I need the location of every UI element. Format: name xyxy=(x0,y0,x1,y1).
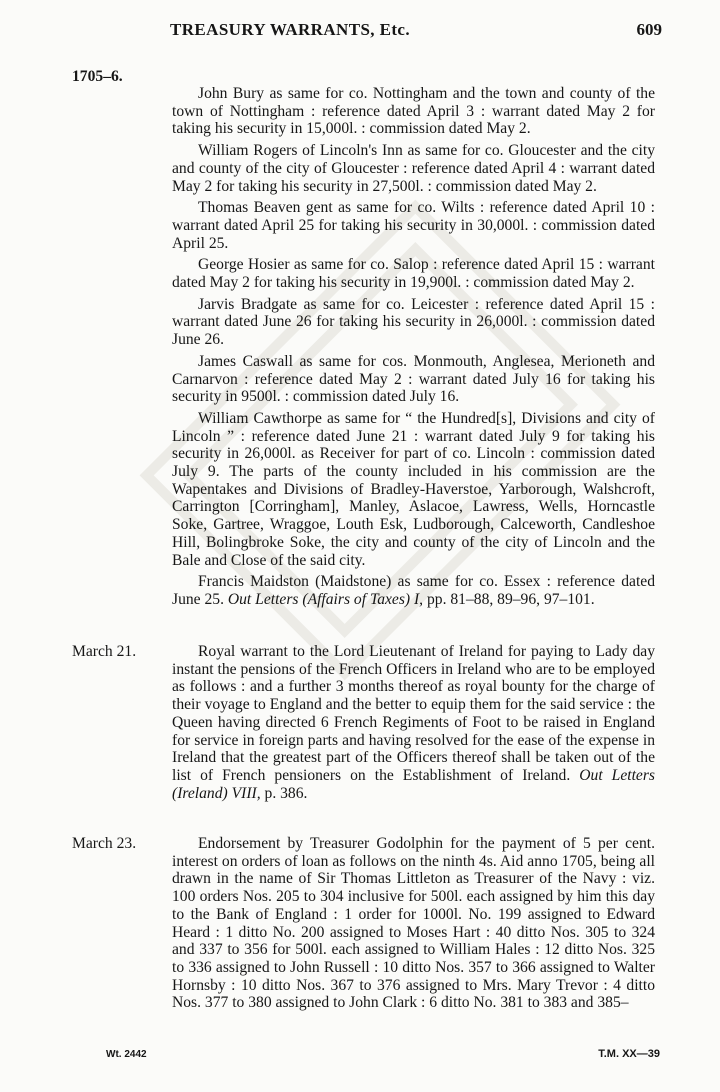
entry-paragraph: John Bury as same for co. Nottingham and the town and county of the town of Nottingham : reference dated April 3 : warrant dated May 2 for taking his security in 15,000l. : commission dated May 2. xyxy=(172,85,655,138)
margin-date-march-21: March 21. xyxy=(72,643,137,660)
entry-paragraph: Endorsement by Treasurer Godolphin for the payment of 5 per cent. interest on orders of loan as follows on the ninth 4s. Aid anno 1705, being all drawn in the name of Sir Thomas Littleton as Treasurer of the Navy : viz. 100 orders Nos. 205 to 304 inclusive for 500l. each assigned by him this day to the Bank of England : 1 order for 1000l. No. 199 assigned to Edward Heard : 1 ditto No. 200 assigned to Moses Hart : 40 ditto Nos. 305 to 324 and 337 to 356 for 500l. each assigned to William Hales : 12 ditto Nos. 325 to 336 assigned to John Russell : 10 ditto Nos. 357 to 366 assigned to Walter Hornsby : 10 ditto Nos. 367 to 376 assigned to Mrs. Mary Trevor : 4 ditto Nos. 377 to 380 assigned to John Clark : 6 ditto No. 381 to 383 and 385– xyxy=(172,835,655,1012)
entry-text: Royal warrant to the Lord Lieutenant of Ireland for paying to Lady day instant the pensions of the French Officers in Ireland who are to be employed as follows : and a further 3 months thereof as royal bounty for the charge of their voyage to England and the better to equip them for the said service : the Queen having directed 6 French Regiments of Foot to be raised in England for service in foreign parts and having resolved for the ease of the expense in Ireland that the greatest part of the Officers thereof shall be taken out of the list of French pensioners on the Establishment of Ireland. xyxy=(172,643,655,784)
page-number: 609 xyxy=(636,20,662,39)
page-header-title: TREASURY WARRANTS, Etc. xyxy=(169,20,411,39)
footer-signature-mark: T.M. XX—39 xyxy=(598,1048,660,1060)
entry-text: Francis Maidston (Maidstone) as same for co. Essex : reference dated June 25. xyxy=(172,573,655,608)
source-reference: Out Letters (Ireland) VIII, xyxy=(172,766,655,802)
section-endorsement-godolphin xyxy=(172,835,655,1016)
entry-paragraph: Jarvis Bradgate as same for co. Leicester : reference dated April 15 : warrant dated June 26 for taking his security in 26,000l. : commission dated June 26. xyxy=(172,295,655,349)
source-reference: Out Letters (Affairs of Taxes) I, xyxy=(227,590,424,608)
entry-paragraph: William Cawthorpe as same for “ the Hundred[s], Divisions and city of Lincoln ” : reference dated June 21 : warrant dated July 9 for taking his security in 26,000l. as Receiver for part of co. Lincoln : commission dated July 9. The parts of the county included in his commission are the Wapentakes and Divisions of Bradley-Haverstoe, Yarborough, Walshcroft, Carrington [Corringham], Manley, Aslacoe, Lawress, Wells, Horncastle Soke, Gartree, Wraggoe, Louth Esk, Ludborough, Calceworth, Candleshoe Hill, Bolingbroke Soke, the city and county of the city of Lincoln and the Bale and Close of the said city. xyxy=(172,409,655,569)
entry-paragraph: George Hosier as same for co. Salop : reference dated April 15 : warrant dated May 2 for taking his security in 19,900l. : commission dated May 2. xyxy=(172,256,655,292)
entry-paragraph: Thomas Beaven gent as same for co. Wilts : reference dated April 10 : warrant dated April 25 for taking his security in 30,000l. : commission dated April 25. xyxy=(172,199,655,252)
entry-paragraph xyxy=(172,643,655,802)
entry-paragraph-final xyxy=(172,573,655,608)
page-reference: p. 386. xyxy=(260,784,308,802)
page-reference: pp. 81–88, 89–96, 97–101. xyxy=(423,590,595,608)
footer-warrant-number: Wt. 2442 xyxy=(106,1049,147,1060)
entry-paragraph: William Rogers of Lincoln's Inn as same for co. Gloucester and the city and county of the city of Gloucester : reference dated April 4 : warrant dated May 2 for taking his security in 27,500l. : commission dated May 2. xyxy=(172,142,655,195)
margin-date-1705-6: 1705–6. xyxy=(72,68,123,85)
entry-paragraph: James Caswall as same for cos. Monmouth, Anglesea, Merioneth and Carnarvon : reference dated May 2 : warrant dated July 16 for taking his security in 9500l. : commission dated July 16. xyxy=(172,352,655,406)
section-royal-warrant-ireland xyxy=(172,643,655,806)
section-receivers-warrants xyxy=(172,85,655,613)
margin-date-march-23: March 23. xyxy=(72,835,137,852)
